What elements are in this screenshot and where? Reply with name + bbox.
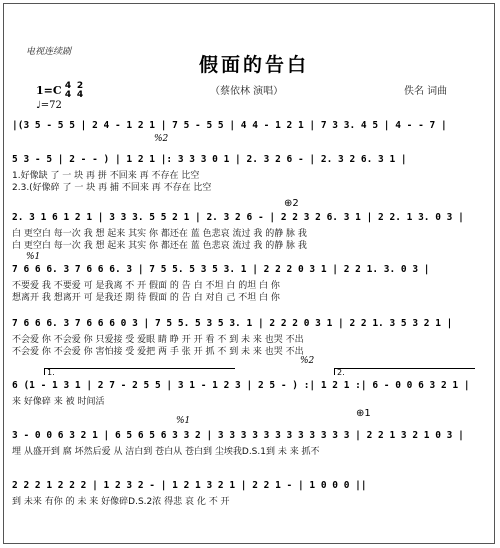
lyric-line-2: 2.3.(好像碎 了 一 块 再 捕 不回来 再 不存在 比空 [12, 183, 212, 193]
lyric-line-1: 不会爱 你 不会爱 你 只爱接 受 爱眼 睛 睁 开 开 看 不 到 未 来 也哭 不出 [12, 335, 304, 345]
tempo-marking: ♩=72 [36, 100, 62, 111]
meter-a: 4 4 [64, 81, 72, 100]
lyric-line-2: 不会爱 你 不会爱 你 害怕接 受 爱把 两 手 张 开 抓 不 到 未 来 也哭 不出 [12, 347, 304, 357]
source-label: 电视连续剧 [26, 47, 72, 57]
volta-label-2: 2. [337, 368, 345, 377]
segno-mark: %1 [176, 416, 191, 426]
lyric-line-2: 想离开 我 想离开 可 是我还 期 待 假面 的 告 白 对自 己 不坦 白 你 [12, 293, 280, 303]
lyric-line-1: 到 未来 有你 的 未 来 好像碎D.S.2浓 得悲 哀 化 不 开 [12, 497, 230, 507]
volta-label-1: 1. [47, 368, 55, 377]
lyric-line-1: 1.好像缺 了 一 块 再 拼 不回来 再 不存在 比空 [12, 171, 200, 181]
notation-line: |(3 5 - 5 5 | 2 4 - 1 2 1 | 7 5 - 5 5 | 4 4 - 1 2 1 | 7 3 3. 4 5 | 4 - - 7 | [12, 120, 447, 131]
notation-line: 3 - 0 0 6 3 2 1 | 6 5 6 5 6 3 3 2 | 3 3 3 3 3 3 3 3 3 3 3 3 | 2 2 1 3 2 1 0 3 | [12, 430, 464, 441]
credit-label: 佚名 词曲 [404, 86, 448, 97]
volta-bracket-2 [334, 368, 475, 375]
singer-label: （蔡依林 演唱） [210, 86, 284, 97]
notation-line: 7 6 6 6. 3 7 6 6 6. 3 | 7 5 5. 5 3 5 3. 1 | 2 2 2 0 3 1 | 2 2 1. 3. 0 3 | [12, 264, 430, 275]
lyric-line-2: 白 更空白 每一次 我 想 起来 其实 你 都还在 蓝 色悲哀 流过 我 的静 脉 我 [12, 241, 307, 251]
lyric-line-1: 埋 从盛开到 腐 坏然后爱 从 洁白到 苍白从 苍白到 尘埃我D.S.1到 未 来 抓不 [12, 447, 320, 457]
lyric-line-1: 不要爱 我 不要爱 可 是我离 不 开 假面 的 告 白 不坦 白 的坦 白 你 [12, 281, 280, 291]
segno-mark: %2 [154, 134, 169, 144]
segno-mark: %2 [300, 356, 315, 366]
notation-line: 2 2 2 1 2 2 2 | 1 2 3 2 - | 1 2 1 3 2 1 | 2 2 1 - | 1 0 0 0 || [12, 480, 367, 491]
coda-mark: ⊕2 [284, 198, 299, 209]
lyric-line-1: 白 更空白 每一次 我 想 起来 其实 你 都还在 蓝 色悲哀 流过 我 的静 脉 我 [12, 229, 307, 239]
volta-bracket-1 [44, 368, 235, 375]
notation-line: 7 6 6 6. 3 7 6 6 6 0 3 | 7 5 5. 5 3 5 3. 1 | 2 2 2 0 3 1 | 2 2 1. 3 5 3 2 1 | [12, 318, 453, 329]
notation-line: 2. 3 1 6 1 2 1 | 3 3 3. 5 5 2 1 | 2. 3 2 6 - | 2 2 3 2 6. 3 1 | 2 2. 1 3. 0 3 | [12, 212, 464, 223]
lyric-line-1: 来 好像碎 来 被 时间活 [12, 397, 105, 407]
key-signature: 1=C [36, 84, 62, 97]
meter-b: 2 4 [76, 81, 84, 100]
segno-mark: %1 [26, 252, 41, 262]
notation-line: 5 3 - 5 | 2 - - ) | 1 2 1 |: 3 3 3 0 1 | 2. 3 2 6 - | 2. 3 2 6. 3 1 | [12, 154, 407, 165]
score-sheet [3, 3, 495, 544]
notation-line: 6 (1 - 1 3 1 | 2 7 - 2 5 5 | 3 1 - 1 2 3 | 2 5 - ) :| 1 2 1 :| 6 - 0 0 6 3 2 1 | [12, 380, 470, 391]
song-title: 假面的告白 [199, 54, 310, 76]
coda-mark: ⊕1 [356, 408, 371, 419]
